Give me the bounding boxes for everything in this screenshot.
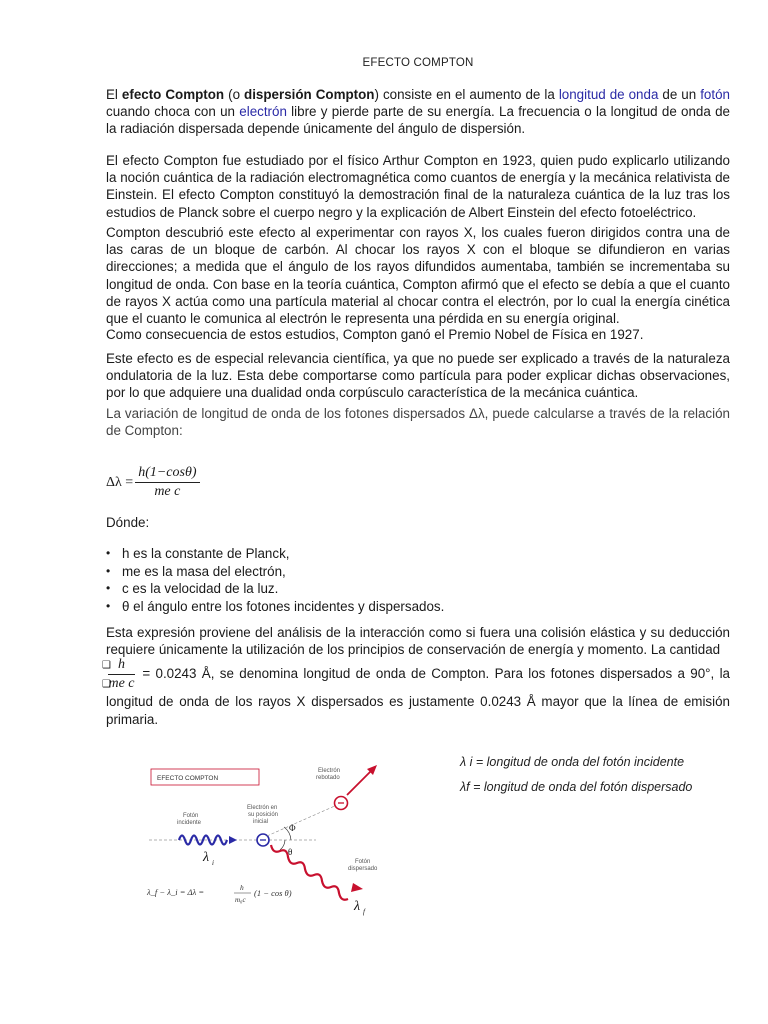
incident-label-1: Fotón [183,813,199,819]
phi-symbol: Φ [289,823,296,833]
compton-length-fraction [102,656,135,693]
diagram-equation-num: h [240,883,244,892]
diagram-equation-rhs: (1 − cos θ) [254,888,292,898]
placeholder-box-icon: ❑ [102,679,111,690]
lambda-f-symbol: λ [354,899,361,914]
diagram-title: EFECTO COMPTON [157,775,219,782]
list-item: • c es la velocidad de la luz. [106,580,444,598]
formula-fraction [135,465,199,500]
list-item: • me es la masa del electrón, [106,563,444,581]
link-longitud-de-onda[interactable]: longitud de onda [558,87,659,102]
link-electron[interactable]: electrón [239,104,287,120]
document-title: EFECTO COMPTON [362,57,474,69]
lambda-i-sub: i [212,859,214,867]
electron-label-3: inicial [253,819,269,825]
text-run: de un [658,87,701,102]
paragraph-history: El efecto Compton fue estudiado por el físico Arthur Compton en 1923, quien pudo explicarlo utilizando la noción cuántica de la radiación electromagnética como cuantos de energía y la mecánica relativista de Einstein. El efecto Compton constituyó la demostración final de la naturaleza cuántica de la luz tras los estudios de Planck sobre el cuerpo negro y la explicación de Albert Einstein del efecto fotoeléctrico. [106,153,730,220]
theta-symbol: θ [288,847,293,857]
theta-arc [280,840,285,850]
text-run: cuando choca con un [106,104,240,120]
lambda-f-sub: f [363,908,365,916]
compton-diagram [141,747,426,917]
list-item: • θ el ángulo entre los fotones incidentes y dispersados. [106,598,444,616]
text-run: = 0.0243 Å, se denomina longitud de onda de Compton. Para los fotones dispersados a 90°, la longitud de onda de los rayos X dispersados es justamente 0.0243 Å mayor que la línea de emisión primaria. [106,666,730,727]
scattered-label-1: Fotón [355,859,371,865]
formula-numerator: h(1−cosθ) [135,465,199,483]
formula-denominator: me c [154,484,181,499]
rebound-path [267,805,337,836]
diagram-equation-lhs: λ_f − λ_i = Δλ = [147,887,205,897]
text-run: (o [224,87,245,102]
lambda-i-symbol: λ [203,850,210,865]
term-efecto-compton: efecto Compton [121,87,225,102]
paragraph-discovery: Compton descubrió este efecto al experimentar con rayos X, los cuales fueron dirigidos contra una de las caras de un bloque de carbón. Al chocar los rayos X con el bloque se difundieron en varias direcciones; a medida que el ángulo de los rayos difundidos aumentaba, también se incrementaba su longitud de onda. Con base en la teoría cuántica, Compton afirmó que el efecto se debía a que el cuanto de rayos X actúa como una partícula material al chocar contra el electrón, por lo cual la energía cinética que el cuanto le comunica al electrón le representa una pérdida en su energía original. [106,225,730,327]
incident-arrow-icon [229,836,237,844]
donde-label: Dónde: [106,515,150,530]
fraction-denominator: me c [108,676,135,691]
diagram-equation-den: m₀c [235,896,246,904]
paragraph-compton-length-intro: Esta expresión proviene del análisis de la interacción como si fuera una colisión elástica y su deducción requiere únicamente la utilización de los principios de conservación de energía y momento. La cantidad [106,625,730,658]
scattered-arrow-icon [351,883,363,892]
placeholder-box-icon: ❑ [102,660,111,671]
paragraph-nobel: Como consecuencia de estos estudios, Compton ganó el Premio Nobel de Física en 1927. [106,327,644,342]
electron-label-2: su posición [248,812,279,818]
formula-lhs: Δλ = [106,474,134,490]
paragraph-variation: La variación de longitud de onda de los fotones dispersados Δλ, puede calcularse a través de la relación de Compton: [106,406,730,439]
compton-formula [106,465,200,500]
scattered-label-2: dispersado [348,866,378,872]
incident-label-2: incidente [177,820,202,826]
legend-lambda-f: λf = longitud de onda del fotón dispersado [460,780,693,794]
text-run: libre y pierde parte de su energía. La frecuencia o la longitud de onda de la radiación dispersada depende únicamente del ángulo de dispersión. [106,104,730,137]
text-run: ) consiste en el aumento de la [374,87,559,102]
electron-label-1: Electrón en [247,805,278,811]
paragraph-relevance: Este efecto es de especial relevancia científica, ya que no puede ser explicado a través de la naturaleza ondulatoria de la luz. Esta debe comportarse como partícula para poder explicar dichas observaciones, por lo que adquiere una dualidad onda corpúsculo característica de la mecánica cuántica. [106,351,730,401]
paragraph-definition [106,86,730,138]
rebound-label-1: Electrón [318,768,341,774]
term-dispersion-compton: dispersión Compton [244,87,375,102]
rebound-label-2: rebotado [316,775,340,781]
text-run: El [106,87,122,102]
variable-list [106,545,444,615]
fraction-numerator: h [108,656,135,675]
list-item: • h es la constante de Planck, [106,545,444,563]
rebound-arrow-shaft [347,769,373,795]
link-foton[interactable]: fotón [700,87,730,102]
legend-lambda-i: λ i = longitud de onda del fotón incidente [460,755,685,769]
paragraph-compton-length [102,656,730,729]
